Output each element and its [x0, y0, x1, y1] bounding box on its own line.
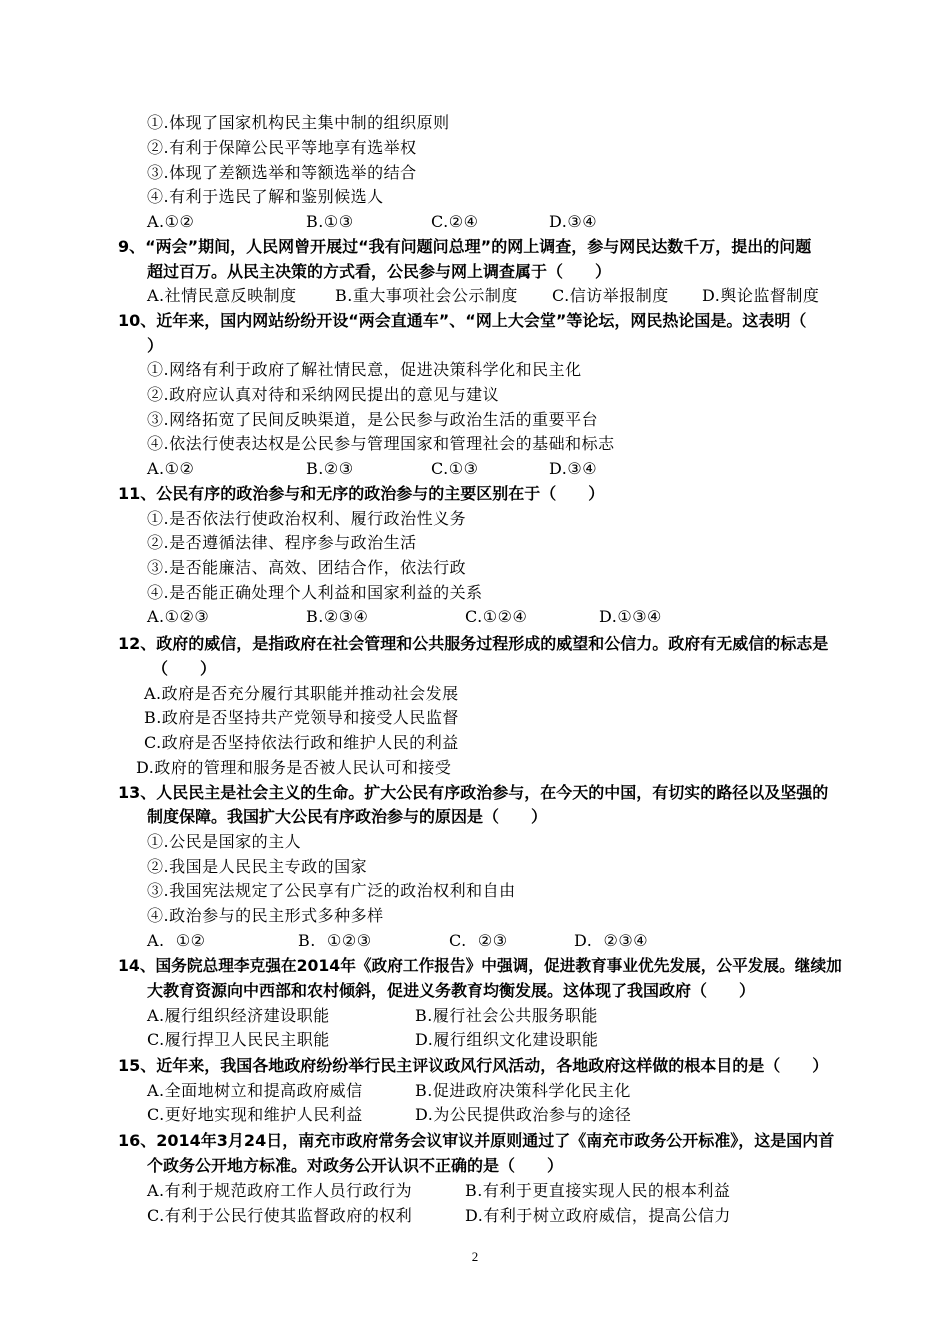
- q8-item-2: ②.有利于保障公民平等地享有选举权: [147, 138, 417, 157]
- q15-option-a: A.全面地树立和提高政府威信: [147, 1081, 363, 1100]
- q10-option-a: A.①②: [147, 459, 195, 478]
- q12-option-a: A.政府是否充分履行其职能并推动社会发展: [144, 684, 459, 703]
- q13-option-a: A. ①②: [147, 931, 206, 950]
- q8-option-a: A.①②: [147, 212, 195, 231]
- q12-stem-line-2: （ ）: [152, 659, 217, 678]
- q11-item-2: ②.是否遵循法律、程序参与政治生活: [147, 533, 417, 552]
- q14-stem-line-1: 14、国务院总理李克强在2014年《政府工作报告》中强调，促进教育事业优先发展，公平发展。继续加: [118, 956, 842, 975]
- q15-option-b: B.促进政府决策科学化民主化: [415, 1081, 631, 1100]
- q8-option-d: D.③④: [549, 212, 598, 231]
- q8-item-4: ④.有利于选民了解和鉴别候选人: [147, 187, 384, 206]
- q13-option-c: C. ②③: [449, 931, 508, 950]
- q10-stem-line-1: 10、近年来，国内网站纷纷开设“两会直通车”、“网上大会堂”等论坛，网民热论国是。这表明（: [118, 311, 807, 330]
- q9-option-d: D.舆论监督制度: [702, 286, 820, 305]
- q15-option-c: C.更好地实现和维护人民利益: [147, 1105, 363, 1124]
- q11-option-a: A.①②③: [147, 607, 210, 626]
- q16-stem-line-1: 16、2014年3月24日，南充市政府常务会议审议并原则通过了《南充市政务公开标准》，这是国内首: [118, 1131, 835, 1150]
- q9-stem-line-2: 超过百万。从民主决策的方式看，公民参与网上调查属于（ ）: [147, 262, 612, 281]
- q10-item-1: ①.网络有利于政府了解社情民意，促进决策科学化和民主化: [147, 360, 582, 379]
- q10-stem-line-2: ）: [147, 336, 164, 355]
- q8-option-b: B.①③: [306, 212, 354, 231]
- q12-option-b: B.政府是否坚持共产党领导和接受人民监督: [144, 708, 459, 727]
- q10-option-d: D.③④: [549, 459, 598, 478]
- q10-option-b: B.②③: [306, 459, 354, 478]
- q16-option-d: D.有利于树立政府威信，提高公信力: [465, 1206, 731, 1225]
- q11-stem-line-1: 11、公民有序的政治参与和无序的政治参与的主要区别在于（ ）: [118, 484, 605, 503]
- q10-item-2: ②.政府应认真对待和采纳网民提出的意见与建议: [147, 385, 500, 404]
- q15-stem-line-1: 15、近年来，我国各地政府纷纷举行民主评议政风行风活动，各地政府这样做的根本目的是（ ）: [118, 1056, 829, 1075]
- q14-option-b: B.履行社会公共服务职能: [415, 1006, 598, 1025]
- q13-stem-line-2: 制度保障。我国扩大公民有序政治参与的原因是（ ）: [147, 807, 548, 826]
- q10-item-3: ③.网络拓宽了民间反映渠道，是公民参与政治生活的重要平台: [147, 410, 599, 429]
- q16-option-c: C.有利于公民行使其监督政府的权利: [147, 1206, 413, 1225]
- q11-item-4: ④.是否能正确处理个人利益和国家利益的关系: [147, 583, 483, 602]
- q16-option-b: B.有利于更直接实现人民的根本利益: [465, 1181, 731, 1200]
- q13-item-3: ③.我国宪法规定了公民享有广泛的政治权利和自由: [147, 881, 516, 900]
- q8-option-c: C.②④: [431, 212, 479, 231]
- q15-option-d: D.为公民提供政治参与的途径: [415, 1105, 632, 1124]
- page-number: 2: [471, 1249, 479, 1264]
- q8-item-1: ①.体现了国家机构民主集中制的组织原则: [147, 113, 450, 132]
- q11-item-1: ①.是否依法行使政治权利、履行政治性义务: [147, 509, 467, 528]
- q11-option-d: D.①③④: [599, 607, 662, 626]
- q11-option-b: B.②③④: [306, 607, 369, 626]
- q11-item-3: ③.是否能廉洁、高效、团结合作，依法行政: [147, 558, 467, 577]
- q14-option-a: A.履行组织经济建设职能: [147, 1006, 330, 1025]
- q9-stem-line-1: 9、“两会”期间，人民网曾开展过“我有问题问总理”的网上调查，参与网民达数千万，提出的问题: [118, 237, 812, 256]
- q13-stem-line-1: 13、人民民主是社会主义的生命。扩大公民有序政治参与，在今天的中国，有切实的路径以及坚强的: [118, 783, 829, 802]
- q16-option-a: A.有利于规范政府工作人员行政行为: [147, 1181, 413, 1200]
- q11-option-c: C.①②④: [465, 607, 528, 626]
- q13-item-1: ①.公民是国家的主人: [147, 832, 302, 851]
- q13-option-b: B. ①②③: [298, 931, 372, 950]
- q12-option-d: D.政府的管理和服务是否被人民认可和接受: [136, 758, 452, 777]
- q12-option-c: C.政府是否坚持依法行政和维护人民的利益: [144, 733, 459, 752]
- q13-item-4: ④.政治参与的民主形式多种多样: [147, 906, 384, 925]
- q13-item-2: ②.我国是人民民主专政的国家: [147, 857, 368, 876]
- q13-option-d: D. ②③④: [574, 931, 649, 950]
- q12-stem-line-1: 12、政府的威信，是指政府在社会管理和公共服务过程形成的威望和公信力。政府有无威信的标志是: [118, 634, 829, 653]
- q16-stem-line-2: 个政务公开地方标准。对政务公开认识不正确的是（ ）: [147, 1156, 564, 1175]
- q14-option-d: D.履行组织文化建设职能: [415, 1030, 599, 1049]
- q9-option-a: A.社情民意反映制度: [147, 286, 297, 305]
- q9-option-c: C.信访举报制度: [552, 286, 669, 305]
- q10-item-4: ④.依法行使表达权是公民参与管理国家和管理社会的基础和标志: [147, 434, 615, 453]
- q14-option-c: C.履行捍卫人民民主职能: [147, 1030, 330, 1049]
- q14-stem-line-2: 大教育资源向中西部和农村倾斜，促进义务教育均衡发展。这体现了我国政府（ ）: [147, 981, 756, 1000]
- q8-item-3: ③.体现了差额选举和等额选举的结合: [147, 163, 417, 182]
- q9-option-b: B.重大事项社会公示制度: [335, 286, 518, 305]
- q10-option-c: C.①③: [431, 459, 479, 478]
